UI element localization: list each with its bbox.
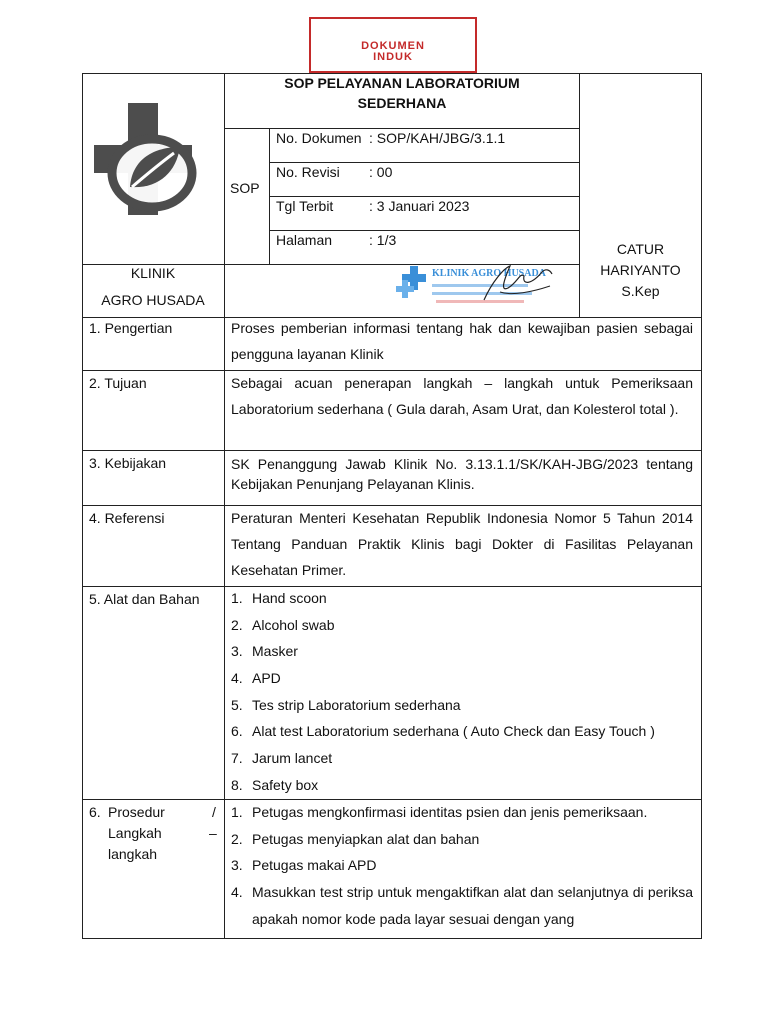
label-prosedur-num: 6. [89, 804, 101, 820]
list-item: 8. Safety box [231, 776, 319, 793]
list-item: 4. Masukkan test strip untuk mengaktifkan alat dan selanjutnya di periksa apakah nomor kode pada layar sesuai dengan yang [231, 884, 693, 927]
row-sep-3 [82, 450, 702, 451]
list-item: 7. Jarum lancet [231, 750, 333, 767]
approver-line2: HARIYANTO [600, 262, 681, 278]
label-prosedur-dash: – [209, 825, 217, 841]
border-bottom [82, 938, 702, 939]
field-label-no-dokumen: No. Dokumen [276, 130, 362, 146]
field-value-no-revisi: : 00 [369, 164, 393, 180]
text-referensi: Peraturan Menteri Kesehatan Republik Indonesia Nomor 5 Tahun 2014 Tentang Panduan Praktik Klinis bagi Dokter di Fasilitas Pelayanan Kesehatan Primer. [231, 510, 693, 578]
field-line-2 [269, 196, 579, 197]
column-divider [224, 73, 225, 939]
list-item: 1. Hand scoon [231, 590, 327, 606]
list-item: 4. APD [231, 670, 281, 687]
approver-divider [579, 73, 580, 317]
list-item: 6. Alat test Laboratorium sederhana ( Auto Check dan Easy Touch ) [231, 723, 655, 740]
sop-label: SOP [230, 180, 260, 196]
label-kebijakan: 3. Kebijakan [89, 455, 167, 471]
sop-document [82, 73, 702, 939]
label-pengertian: 1. Pengertian [89, 320, 173, 336]
list-item: 1. Petugas mengkonfirmasi identitas psien dan jenis pemeriksaan. [231, 804, 648, 820]
label-prosedur-line3: langkah [108, 846, 158, 862]
seal-clinic-text: KLINIK AGRO HUSADA [432, 268, 546, 279]
clinic-seal-and-signature [392, 262, 562, 314]
field-label-no-revisi: No. Revisi [276, 164, 340, 180]
field-value-halaman: : 1/3 [369, 232, 397, 248]
list-item: 3. Masker [231, 643, 298, 660]
border-top [82, 73, 702, 74]
clinic-name-line2: AGRO HUSADA [101, 292, 205, 308]
clinic-cross-leaf-logo [92, 103, 204, 221]
border-left [82, 73, 83, 939]
sop-title-line2: SEDERHANA [357, 95, 447, 111]
label-referensi: 4. Referensi [89, 510, 165, 526]
title-bottom-line [224, 128, 579, 129]
field-label-halaman: Halaman [276, 232, 333, 248]
alat-list [231, 585, 655, 799]
field-value-tgl-terbit: : 3 Januari 2023 [369, 198, 470, 214]
list-item: 5. Tes strip Laboratorium sederhana [231, 696, 461, 713]
sop-title-line1: SOP PELAYANAN LABORATORIUM [284, 75, 520, 91]
stamp-line1: DOKUMEN [361, 40, 425, 52]
list-item: 2. Petugas menyiapkan alat dan bahan [231, 830, 480, 847]
clinic-name-line1: KLINIK [130, 265, 176, 281]
field-value-no-dokumen: : SOP/KAH/JBG/3.1.1 [369, 130, 506, 146]
prosedur-list [231, 799, 693, 933]
label-prosedur-line2: Langkah [108, 825, 162, 841]
list-item: 2. Alcohol swab [231, 616, 335, 633]
label-tujuan: 2. Tujuan [89, 375, 147, 391]
label-prosedur-line1: Prosedur [108, 804, 165, 820]
text-tujuan: Sebagai acuan penerapan langkah – langkah untuk Pemeriksaan Laboratorium sederhana ( Gula darah, Asam Urat, dan Kolesterol total ). [231, 375, 693, 417]
label-alat-dan-bahan: 5. Alat dan Bahan [89, 591, 200, 607]
dokumen-induk-stamp [309, 17, 477, 73]
field-line-3 [269, 230, 579, 231]
list-item: 3. Petugas makai APD [231, 857, 377, 874]
stamp-line2: INDUK [373, 51, 413, 63]
approver-line3: S.Kep [621, 283, 660, 299]
text-pengertian: Proses pemberian informasi tentang hak dan kewajiban pasien sebagai pengguna layanan Klinik [231, 320, 693, 362]
field-label-tgl-terbit: Tgl Terbit [276, 198, 334, 214]
label-prosedur-slash: / [212, 804, 216, 820]
approver-line1: CATUR [616, 241, 665, 257]
text-kebijakan: SK Penanggung Jawab Klinik No. 3.13.1.1/SK/KAH-JBG/2023 tentang Kebijakan Penunjang Pelayanan Klinis. [231, 456, 693, 492]
field-line-1 [269, 162, 579, 163]
border-right [701, 73, 702, 939]
